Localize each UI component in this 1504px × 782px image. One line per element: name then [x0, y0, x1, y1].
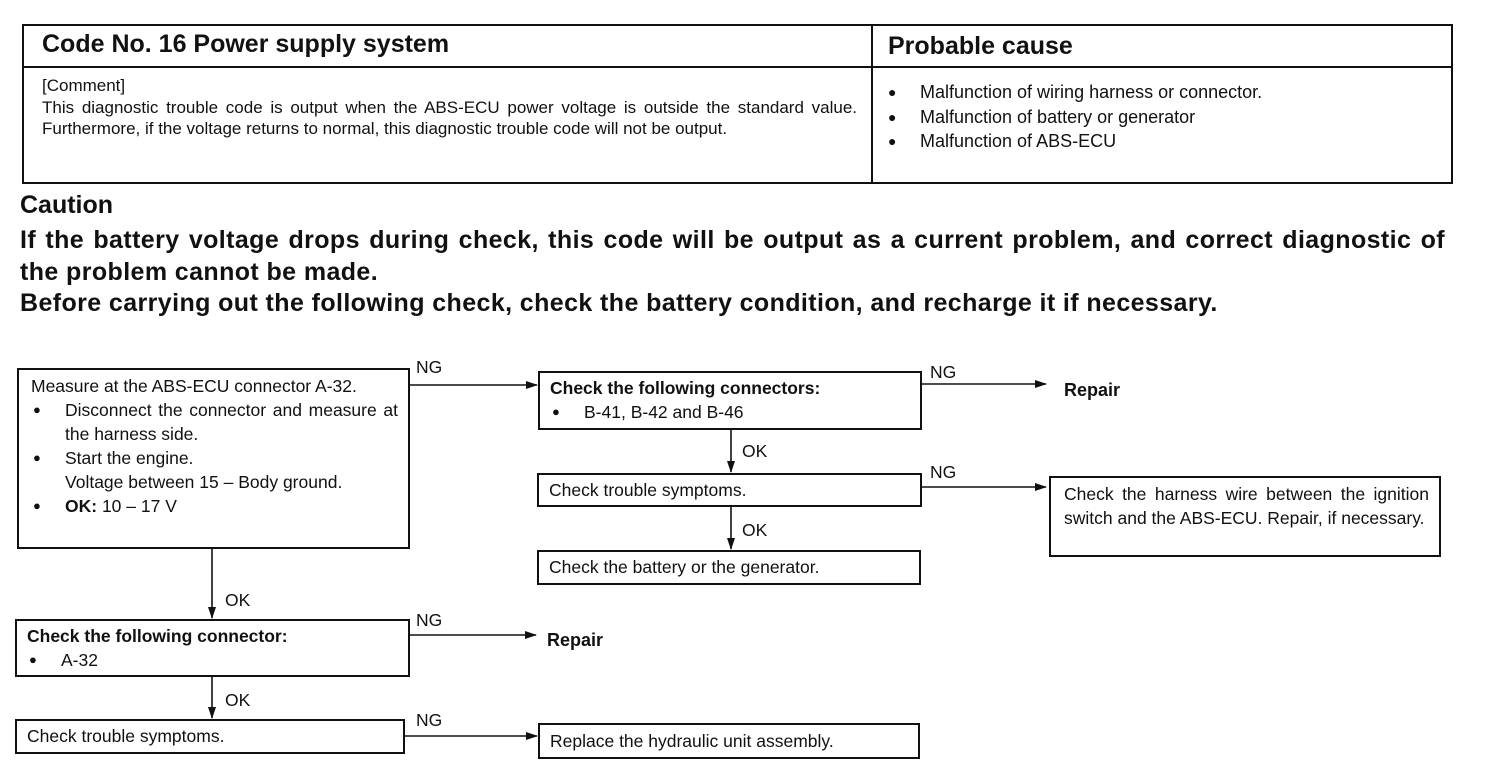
check-connectors-item: ● B-41, B-42 and B-46: [550, 400, 910, 424]
ok-criterion-value: 10 – 17 V: [101, 496, 177, 516]
code-title: Code No. 16 Power supply system: [42, 30, 450, 58]
check-connector-a32-box: [15, 619, 410, 677]
measure-step-ok: [31, 494, 398, 518]
check-symptoms-left-box: [15, 719, 405, 754]
measure-step-start: ● Start the engine.: [65, 448, 194, 468]
repair-label: Repair: [1064, 380, 1121, 400]
ng-label: NG: [416, 710, 443, 730]
caution-line-2: Before carrying out the following check, check the battery condition, and recharge it if necessary.: [20, 289, 1218, 317]
cause-item: ● Malfunction of wiring harness or connector.: [886, 80, 1262, 105]
check-connector-a32-item: ● A-32: [27, 648, 398, 672]
caution-heading: Caution: [20, 191, 114, 219]
check-connectors-title: Check the following connectors:: [550, 378, 821, 398]
replace-box: [538, 723, 920, 759]
check-connector-a32-list: [27, 648, 398, 672]
check-harness-text: Check the harness wire between the ignition switch and the ABS-ECU. Repair, if necessary.: [1064, 484, 1429, 528]
ok-label: OK: [225, 690, 251, 710]
measure-step: [31, 446, 398, 494]
ok-criterion-label: OK:: [65, 496, 98, 516]
check-connector-a32-title: Check the following connector:: [27, 626, 288, 646]
check-harness-box: [1049, 476, 1441, 557]
check-symptoms-left-text: Check trouble symptoms.: [27, 726, 225, 746]
comment-label: [Comment]: [42, 76, 126, 95]
measure-step: ● Disconnect the connector and measure at the harness side.: [31, 398, 398, 446]
check-symptoms-right-box: [537, 473, 922, 507]
ng-label: NG: [930, 362, 957, 382]
probable-cause-title: Probable cause: [888, 32, 1073, 60]
check-connectors-box: [538, 371, 922, 430]
replace-text: Replace the hydraulic unit assembly.: [550, 731, 834, 751]
ok-label: OK: [742, 441, 768, 461]
check-symptoms-right-text: Check trouble symptoms.: [549, 480, 747, 500]
cause-item: ● Malfunction of ABS-ECU: [886, 129, 1262, 154]
cause-item: ● Malfunction of battery or generator: [886, 105, 1262, 130]
measure-step-voltage: Voltage between 15 – Body ground.: [65, 472, 343, 492]
check-connectors-list: [550, 400, 910, 424]
caution-line-1: If the battery voltage drops during check, this code will be output as a current problem, and correct diagnostic of the problem cannot be made.: [20, 226, 1445, 286]
check-battery-text: Check the battery or the generator.: [549, 557, 820, 577]
ng-label: NG: [930, 462, 957, 482]
ng-label: NG: [416, 357, 443, 377]
measure-text: Measure at the ABS-ECU connector A-32.: [31, 376, 357, 396]
comment-text: This diagnostic trouble code is output when the ABS-ECU power voltage is outside the standard value. Furthermore, if the voltage returns to normal, this diagnostic trouble code will not be output.: [42, 97, 857, 138]
measure-box: [17, 368, 410, 549]
ok-label: OK: [742, 520, 768, 540]
ok-label: OK: [225, 590, 251, 610]
repair-label: Repair: [547, 630, 604, 650]
measure-steps: [31, 398, 398, 518]
check-battery-box: [537, 550, 921, 585]
ng-label: NG: [416, 610, 443, 630]
